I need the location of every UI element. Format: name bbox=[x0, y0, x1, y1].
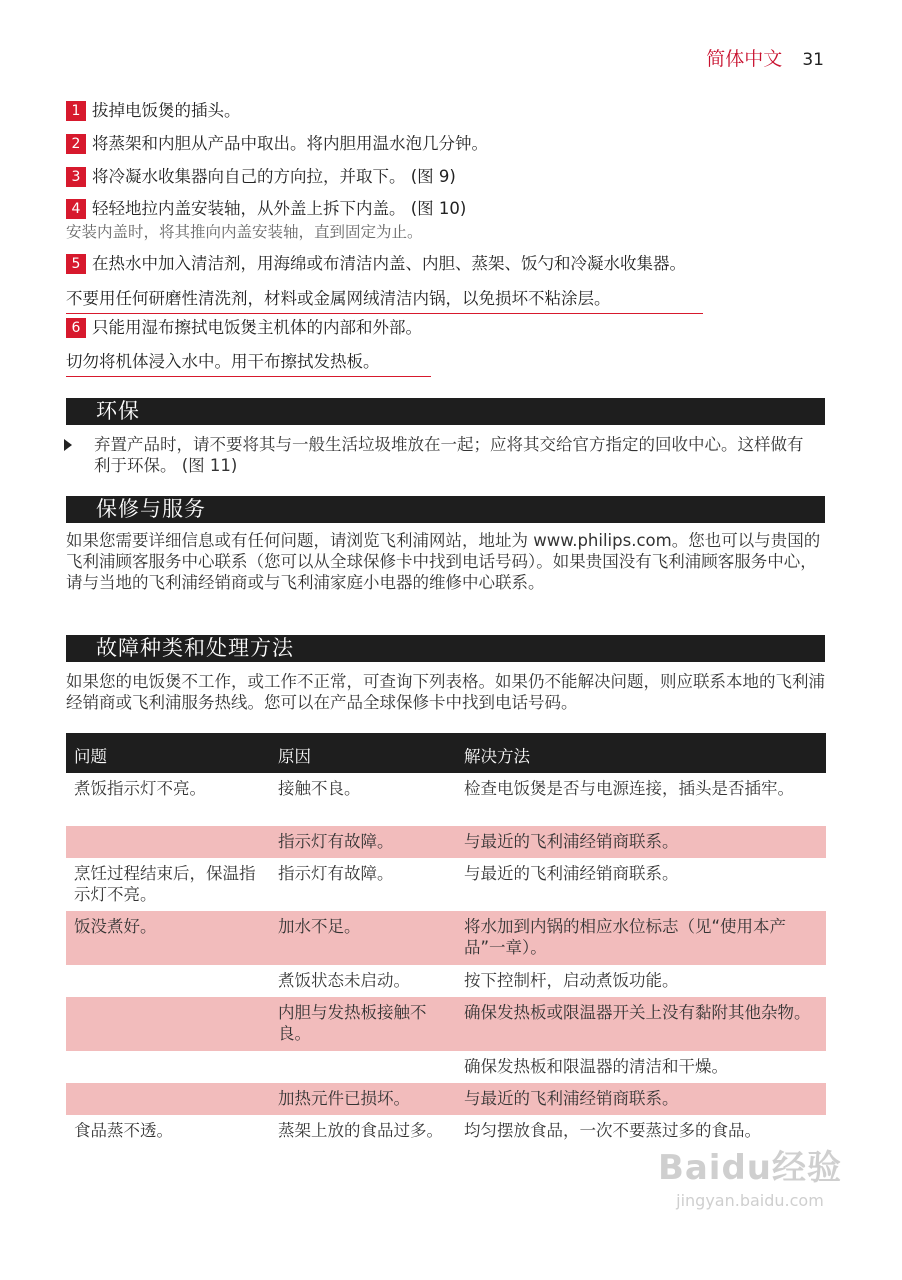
step-text: 只能用湿布擦拭电饭煲主机体的内部和外部。 bbox=[92, 318, 422, 337]
step-1 bbox=[66, 100, 241, 122]
watermark-logo: Baidu经验 bbox=[657, 1148, 842, 1188]
bullet-icon bbox=[64, 439, 72, 451]
cell-problem: 烹饪过程结束后，保温指示灯不亮。 bbox=[74, 864, 256, 904]
cell-cause: 指示灯有故障。 bbox=[278, 864, 394, 883]
step-text: 轻轻地拉内盖安装轴，从外盖上拆下内盖。 (图 10) bbox=[92, 199, 467, 218]
warranty-text: 如果您需要详细信息或有任何问题，请浏览飞利浦网站，地址为 www.philips.com。您也可以与贵国的飞利浦顾客服务中心联系（您可以从全球保修卡中找到电话号码）。如果贵国没有飞利浦顾客服务中心，请与当地的飞利浦经销商或与飞利浦家庭小电器的维修中心联系。 bbox=[66, 531, 821, 592]
step-5 bbox=[66, 253, 686, 275]
step-4-note: 安装内盖时，将其推向内盖安装轴，直到固定为止。 bbox=[66, 223, 423, 241]
page-number: 31 bbox=[802, 50, 824, 70]
cell-cause: 指示灯有故障。 bbox=[278, 832, 394, 851]
table-row bbox=[66, 911, 826, 965]
cell-solution: 均匀摆放食品，一次不要蒸过多的食品。 bbox=[464, 1121, 761, 1140]
table-row bbox=[66, 826, 826, 858]
baidu-watermark bbox=[658, 1140, 842, 1210]
watermark-url: jingyan.baidu.com bbox=[676, 1191, 824, 1210]
cell-cause: 加水不足。 bbox=[278, 917, 361, 936]
cell-problem: 煮饭指示灯不亮。 bbox=[74, 779, 206, 798]
cell-solution: 确保发热板或限温器开关上没有黏附其他杂物。 bbox=[464, 1003, 811, 1022]
header-problem: 问题 bbox=[74, 747, 107, 766]
cell-problem: 饭没煮好。 bbox=[74, 917, 157, 936]
cell-cause: 蒸架上放的食品过多。 bbox=[278, 1121, 443, 1140]
table-header bbox=[66, 733, 826, 773]
environment-text: 弃置产品时，请不要将其与一般生活垃圾堆放在一起；应将其交给官方指定的回收中心。这样做有利于环保。 (图 11) bbox=[94, 435, 804, 475]
troubleshooting-text: 如果您的电饭煲不工作，或工作不正常，可查询下列表格。如果仍不能解决问题，则应联系本地的飞利浦经销商或飞利浦服务热线。您可以在产品全球保修卡中找到电话号码。 bbox=[66, 672, 825, 712]
cell-solution: 检查电饭煲是否与电源连接，插头是否插牢。 bbox=[464, 779, 794, 798]
cell-solution: 与最近的飞利浦经销商联系。 bbox=[464, 832, 679, 851]
header-solution: 解决方法 bbox=[464, 747, 530, 766]
step-text: 在热水中加入清洁剂，用海绵或布清洁内盖、内胆、蒸架、饭勺和冷凝水收集器。 bbox=[92, 254, 686, 273]
step-2 bbox=[66, 133, 488, 155]
step-text: 将蒸架和内胆从产品中取出。将内胆用温水泡几分钟。 bbox=[92, 134, 488, 153]
warning-abrasive: 不要用任何研磨性清洗剂，材料或金属网绒清洁内锅，以免损坏不粘涂层。 bbox=[66, 285, 703, 314]
table-row bbox=[66, 997, 826, 1051]
troubleshooting-table bbox=[66, 733, 826, 1171]
cell-solution: 与最近的飞利浦经销商联系。 bbox=[464, 864, 679, 883]
cell-solution: 按下控制杆，启动煮饭功能。 bbox=[464, 971, 679, 990]
cell-solution: 与最近的飞利浦经销商联系。 bbox=[464, 1089, 679, 1108]
step-number: 1 bbox=[66, 101, 86, 121]
table-row bbox=[66, 1051, 826, 1083]
language-label: 简体中文 bbox=[706, 48, 783, 70]
table-row bbox=[66, 858, 826, 911]
table-row bbox=[66, 1083, 826, 1115]
step-number: 6 bbox=[66, 318, 86, 338]
cell-solution: 将水加到内锅的相应水位标志（见“使用本产品”一章）。 bbox=[464, 917, 787, 957]
step-number: 5 bbox=[66, 254, 86, 274]
cell-solution: 确保发热板和限温器的清洁和干燥。 bbox=[464, 1057, 728, 1076]
section-title-troubleshooting: 故障种类和处理方法 bbox=[66, 635, 825, 662]
step-4 bbox=[66, 198, 466, 220]
step-text: 将冷凝水收集器向自己的方向拉，并取下。 (图 9) bbox=[92, 167, 456, 186]
section-title-environment: 环保 bbox=[66, 398, 825, 425]
table-row bbox=[66, 773, 826, 826]
table-row bbox=[66, 965, 826, 997]
section-title-warranty: 保修与服务 bbox=[66, 496, 825, 523]
step-number: 3 bbox=[66, 167, 86, 187]
step-number: 4 bbox=[66, 199, 86, 219]
cell-cause: 加热元件已损坏。 bbox=[278, 1089, 410, 1108]
step-text: 拔掉电饭煲的插头。 bbox=[92, 101, 241, 120]
cell-cause: 内胆与发热板接触不良。 bbox=[278, 1003, 427, 1043]
step-6 bbox=[66, 317, 422, 339]
step-number: 2 bbox=[66, 134, 86, 154]
warning-water: 切勿将机体浸入水中。用干布擦拭发热板。 bbox=[66, 348, 431, 377]
cell-cause: 煮饭状态未启动。 bbox=[278, 971, 410, 990]
page-header bbox=[706, 44, 824, 71]
step-3 bbox=[66, 166, 456, 188]
cell-cause: 接触不良。 bbox=[278, 779, 361, 798]
cell-problem: 食品蒸不透。 bbox=[74, 1121, 173, 1140]
header-cause: 原因 bbox=[278, 747, 311, 766]
